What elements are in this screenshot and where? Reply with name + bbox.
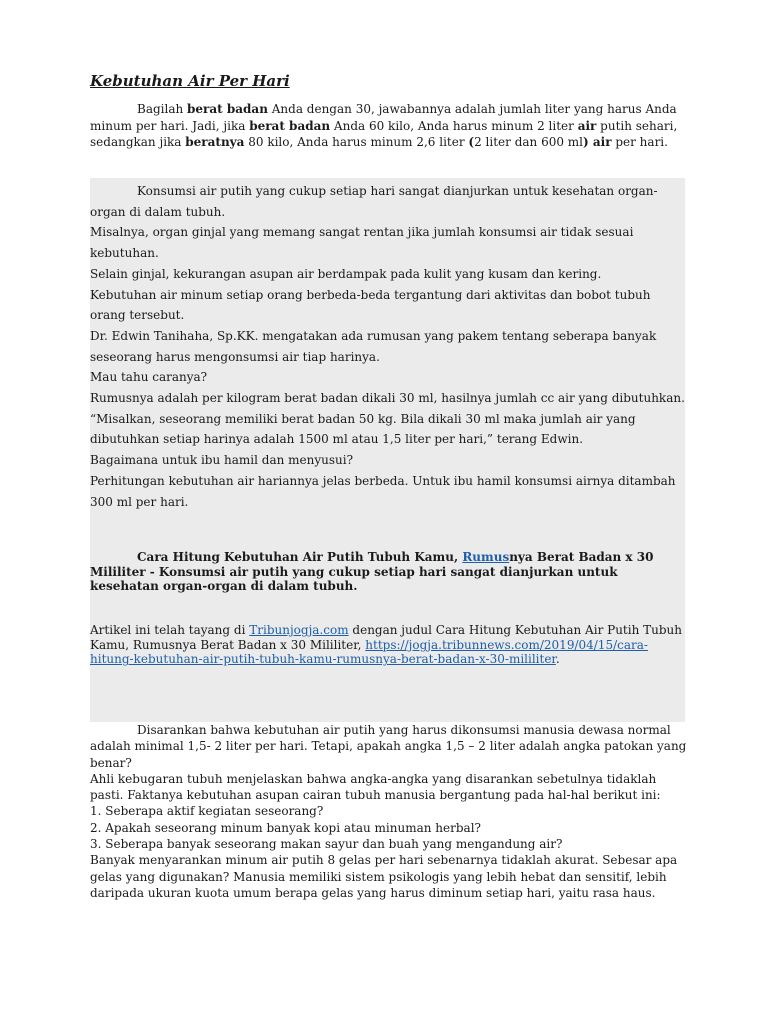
intro-text: Anda dengan 30, jawabannya adalah jumlah liter yang harus Anda minum per hari. Jadi, jika	[90, 102, 677, 133]
intro-text: Anda 60 kilo, Anda harus minum 2 liter	[330, 118, 578, 133]
tribunjogja-link[interactable]: Tribunjogja.com	[249, 623, 349, 637]
lower-section	[90, 722, 688, 901]
intro-bold: beratnya	[185, 135, 245, 149]
intro-bold: air	[577, 118, 597, 133]
lower-paragraph: Ahli kebugaran tubuh menjelaskan bahwa angka-angka yang disarankan sebetulnya tidaklah pasti. Faktanya kebutuhan asupan cairan tubuh manusia bergantung pada hal-hal berikut ini:	[90, 771, 661, 803]
attribution-text: Artikel ini telah tayang di	[90, 623, 250, 637]
article-paragraph: Selain ginjal, kekurangan asupan air berdampak pada kulit yang kusam dan kering.	[90, 266, 602, 281]
lower-paragraph	[90, 722, 688, 771]
quoted-article-block	[90, 178, 685, 722]
article-text: Konsumsi air putih yang cukup setiap hari sangat dianjurkan untuk kesehatan organ-organ di dalam tubuh.	[90, 184, 658, 219]
intro-bold: berat badan	[249, 118, 331, 133]
page-title: Kebutuhan Air Per Hari	[90, 72, 290, 90]
intro-text: Bagilah	[137, 102, 188, 116]
cara-hitung-heading	[90, 550, 685, 594]
article-paragraph: Misalnya, organ ginjal yang memang sangat rentan jika jumlah konsumsi air tidak sesuai kebutuhan.	[90, 225, 634, 261]
intro-bold: ) air	[583, 135, 612, 149]
intro-text: putih sehari, sedangkan jika	[90, 118, 678, 149]
article-url-link[interactable]: https://jogja.tribunnews.com/2019/04/15/cara-hitung-kebutuhan-air-putih-tubuh-kamu-rumusnya-berat-badan-x-30-mililiter	[90, 637, 648, 667]
list-item: 3. Seberapa banyak seseorang makan sayur dan buah yang mengandung air?	[90, 837, 563, 852]
intro-text: per hari.	[611, 135, 668, 149]
attribution-text: dengan judul Cara Hitung Kebutuhan Air Putih Tubuh Kamu, Rumusnya Berat Badan x 30 Mililiter,	[90, 623, 682, 652]
lower-paragraph: Banyak menyarankan minum air putih 8 gelas per hari sebenarnya tidaklah akurat. Sebesar apa gelas yang digunakan? Manusia memiliki sistem psikologis yang lebih hebat dan sensitif, lebih daripada ukuran kuota umum berapa gelas yang harus diminum setiap hari, yaitu rasa haus.	[90, 853, 678, 900]
article-paragraph: “Misalkan, seseorang memiliki berat badan 50 kg. Bila dikali 30 ml maka jumlah air yang dibutuhkan setiap harinya adalah 1500 ml atau 1,5 liter per hari,” terang Edwin.	[90, 411, 636, 447]
article-paragraph: Bagaimana untuk ibu hamil dan menyusui?	[90, 453, 354, 468]
rumus-link[interactable]: Rumus	[462, 550, 510, 564]
article-paragraph	[90, 181, 685, 222]
cara-text: nya Berat Badan x 30 Mililiter - Konsumsi air putih yang cukup setiap hari sangat dianjurkan untuk kesehatan organ-organ di dalam tubuh.	[90, 550, 654, 594]
article-paragraph: Rumusnya adalah per kilogram berat badan dikali 30 ml, hasilnya jumlah cc air yang dibutuhkan.	[90, 391, 685, 406]
article-paragraph: Perhitungan kebutuhan air hariannya jelas berbeda. Untuk ibu hamil konsumsi airnya ditambah 300 ml per hari.	[90, 473, 676, 509]
article-paragraph: Mau tahu caranya?	[90, 370, 208, 385]
article-body	[90, 181, 685, 512]
intro-bold: berat badan	[187, 102, 268, 116]
intro-paragraph	[90, 101, 685, 151]
intro-text: 80 kilo, Anda harus minum 2,6 liter	[244, 135, 469, 149]
lower-text: Disarankan bahwa kebutuhan air putih yang harus dikonsumsi manusia dewasa normal adalah minimal 1,5- 2 liter per hari. Tetapi, apakah angka 1,5 – 2 liter adalah angka patokan yang benar?	[90, 723, 687, 770]
source-attribution	[90, 623, 685, 667]
intro-text: 2 liter dan 600 ml	[474, 135, 584, 149]
list-item: 2. Apakah seseorang minum banyak kopi atau minuman herbal?	[90, 820, 481, 835]
attribution-text: .	[555, 652, 560, 667]
intro-bold: (	[468, 135, 475, 149]
article-paragraph: Dr. Edwin Tanihaha, Sp.KK. mengatakan ada rumusan yang pakem tentang seberapa banyak seseorang harus mengonsumsi air tiap harinya.	[90, 328, 657, 364]
list-item: 1. Seberapa aktif kegiatan seseorang?	[90, 804, 324, 819]
cara-text: Cara Hitung Kebutuhan Air Putih Tubuh Kamu,	[137, 550, 463, 564]
article-paragraph: Kebutuhan air minum setiap orang berbeda-beda tergantung dari aktivitas dan bobot tubuh orang tersebut.	[90, 287, 651, 323]
